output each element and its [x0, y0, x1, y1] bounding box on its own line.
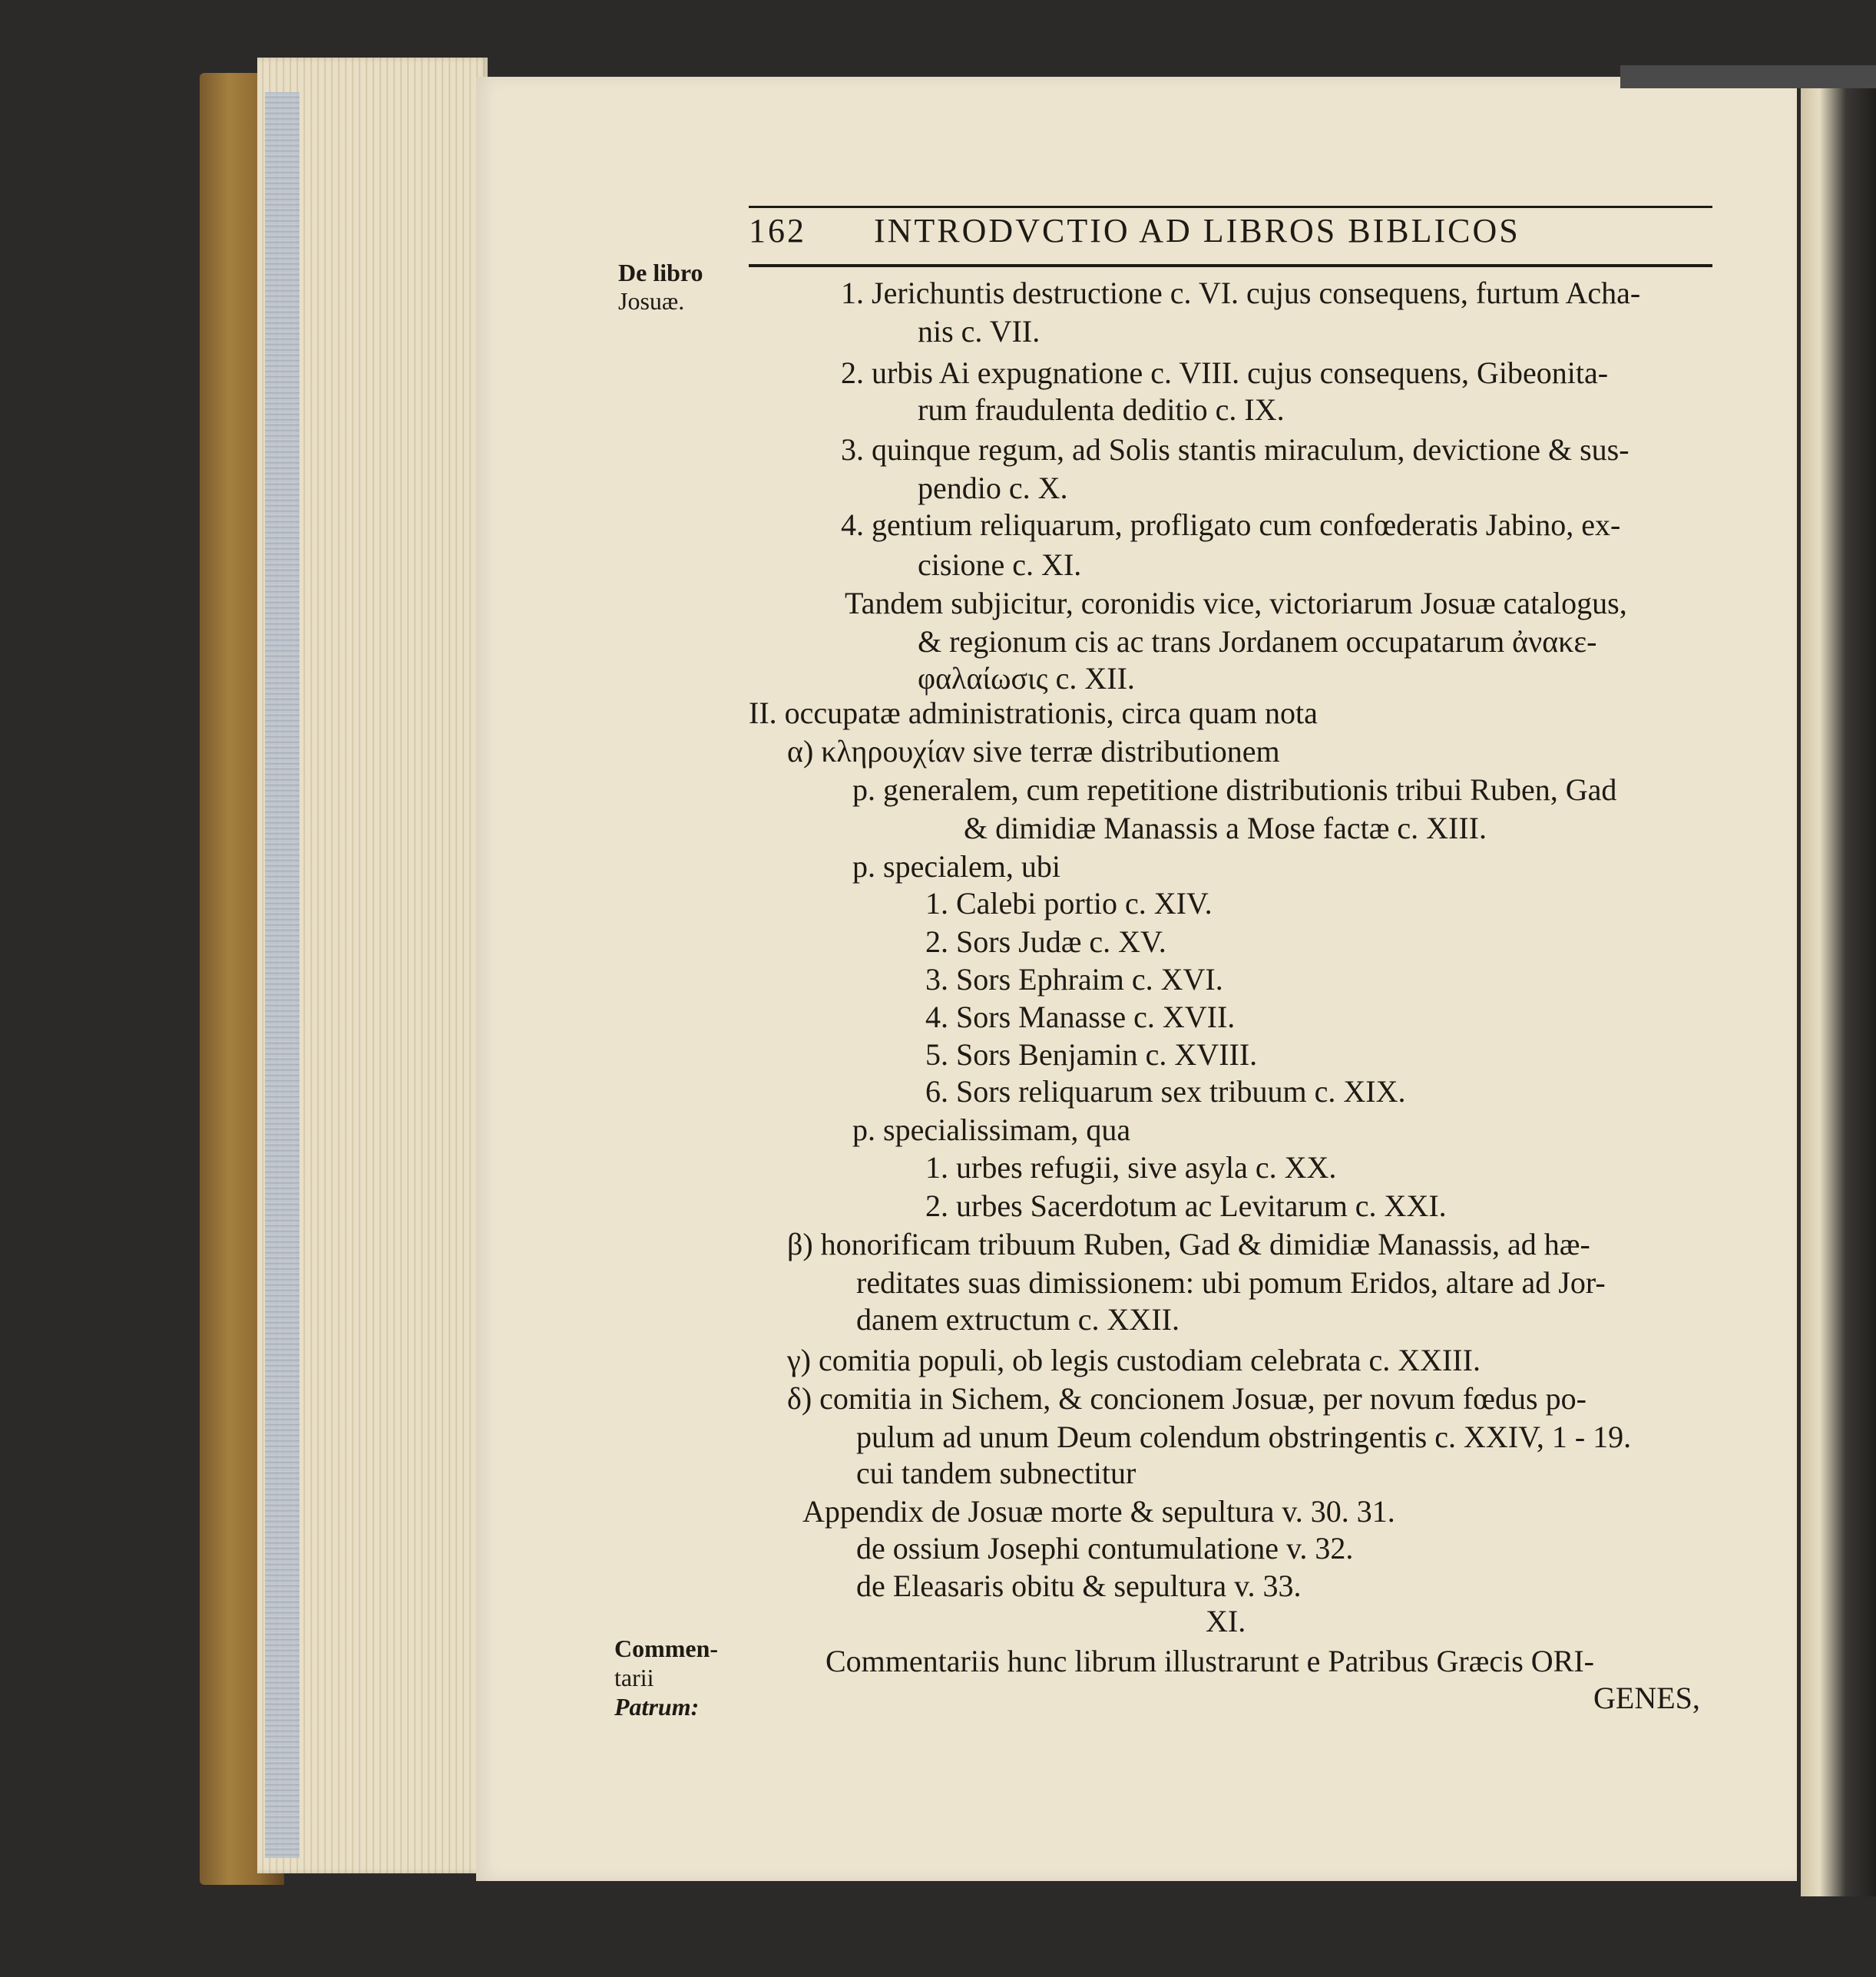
text-line: Commentariis hunc librum illustrarunt e Patribus Græcis ORI-: [826, 1644, 1594, 1678]
text-line: p. specialissimam, qua: [852, 1112, 1131, 1147]
book-cover-right: [1801, 69, 1876, 1896]
text-line: 1. Jerichuntis destructione c. VI. cujus consequens, furtum Acha-: [841, 276, 1641, 310]
text-line: 3. quinque regum, ad Solis stantis miraculum, devictione & sus-: [841, 432, 1630, 467]
text-line: 6. Sors reliquarum sex tribuum c. XIX.: [925, 1074, 1406, 1109]
text-line: & dimidiæ Manassis a Mose factæ c. XIII.: [964, 811, 1487, 845]
section-number: XI.: [1206, 1604, 1246, 1638]
text-line: 1. Calebi portio c. XIV.: [925, 886, 1213, 921]
text-line: nis c. VII.: [918, 314, 1041, 349]
text-line: II. occupatæ administrationis, circa quam nota: [749, 696, 1318, 730]
text-line: Tandem subjicitur, coronidis vice, victoriarum Josuæ catalogus,: [845, 586, 1627, 620]
page-header: [749, 211, 1712, 250]
text-line: 2. urbes Sacerdotum ac Levitarum c. XXI.: [925, 1189, 1447, 1223]
text-line: cui tandem subnectitur: [856, 1456, 1137, 1490]
text-line: pendio c. X.: [918, 471, 1068, 505]
text-line: 4. Sors Manasse c. XVII.: [925, 1000, 1236, 1034]
text-line: p. generalem, cum repetitione distributionis tribui Ruben, Gad: [852, 772, 1617, 807]
margin-note-commentarii-3: Patrum:: [614, 1693, 700, 1721]
text-line: reditates suas dimissionem: ubi pomum Eridos, altare ad Jor-: [856, 1265, 1606, 1300]
text-line: δ) comitia in Sichem, & concionem Josuæ, per novum fœdus po-: [787, 1381, 1586, 1416]
binding-strip: [1620, 65, 1876, 88]
text-line: 1. urbes refugii, sive asyla c. XX.: [925, 1150, 1337, 1185]
header-rule-bottom: [749, 264, 1712, 267]
running-title: INTRODVCTIO AD LIBROS BIBLICOS: [874, 212, 1520, 250]
text-line: p. specialem, ubi: [852, 849, 1061, 884]
margin-note-de-libro: De libro: [618, 259, 703, 286]
text-line: γ) comitia populi, ob legis custodiam celebrata c. XXIII.: [787, 1343, 1481, 1377]
margin-note-commentarii-1: Commen-: [614, 1635, 719, 1662]
text-line: α) κληρουχίαν sive terræ distributionem: [787, 734, 1280, 769]
text-line: 2. Sors Judæ c. XV.: [925, 924, 1166, 959]
text-line: 4. gentium reliquarum, profligato cum confœderatis Jabino, ex-: [841, 507, 1621, 542]
text-line: β) honorificam tribuum Ruben, Gad & dimidiæ Manassis, ad hæ-: [787, 1227, 1590, 1261]
margin-note-commentarii-2: tarii: [614, 1664, 654, 1691]
margin-note-josuae: Josuæ.: [618, 287, 685, 315]
text-line: pulum ad unum Deum colendum obstringentis c. XXIV, 1 - 19.: [856, 1420, 1632, 1454]
text-line: 3. Sors Ephraim c. XVI.: [925, 962, 1223, 997]
text-line: φαλαίωσις c. XII.: [918, 661, 1135, 696]
text-line: GENES,: [1593, 1681, 1700, 1715]
page-edges-sprinkled: [265, 92, 299, 1858]
text-line: 5. Sors Benjamin c. XVIII.: [925, 1037, 1258, 1072]
text-line: de Eleasaris obitu & sepultura v. 33.: [856, 1569, 1302, 1603]
header-rule-top: [749, 206, 1712, 208]
text-line: danem extructum c. XXII.: [856, 1302, 1180, 1337]
text-line: & regionum cis ac trans Jordanem occupatarum ἀνακε-: [918, 624, 1597, 659]
page-number: 162: [749, 212, 806, 250]
text-line: cisione c. XI.: [918, 547, 1082, 582]
text-line: 2. urbis Ai expugnatione c. VIII. cujus consequens, Gibeonita-: [841, 355, 1609, 390]
text-line: de ossium Josephi contumulatione v. 32.: [856, 1531, 1354, 1565]
text-line: Appendix de Josuæ morte & sepultura v. 30. 31.: [802, 1494, 1395, 1529]
text-line: rum fraudulenta deditio c. IX.: [918, 392, 1285, 427]
